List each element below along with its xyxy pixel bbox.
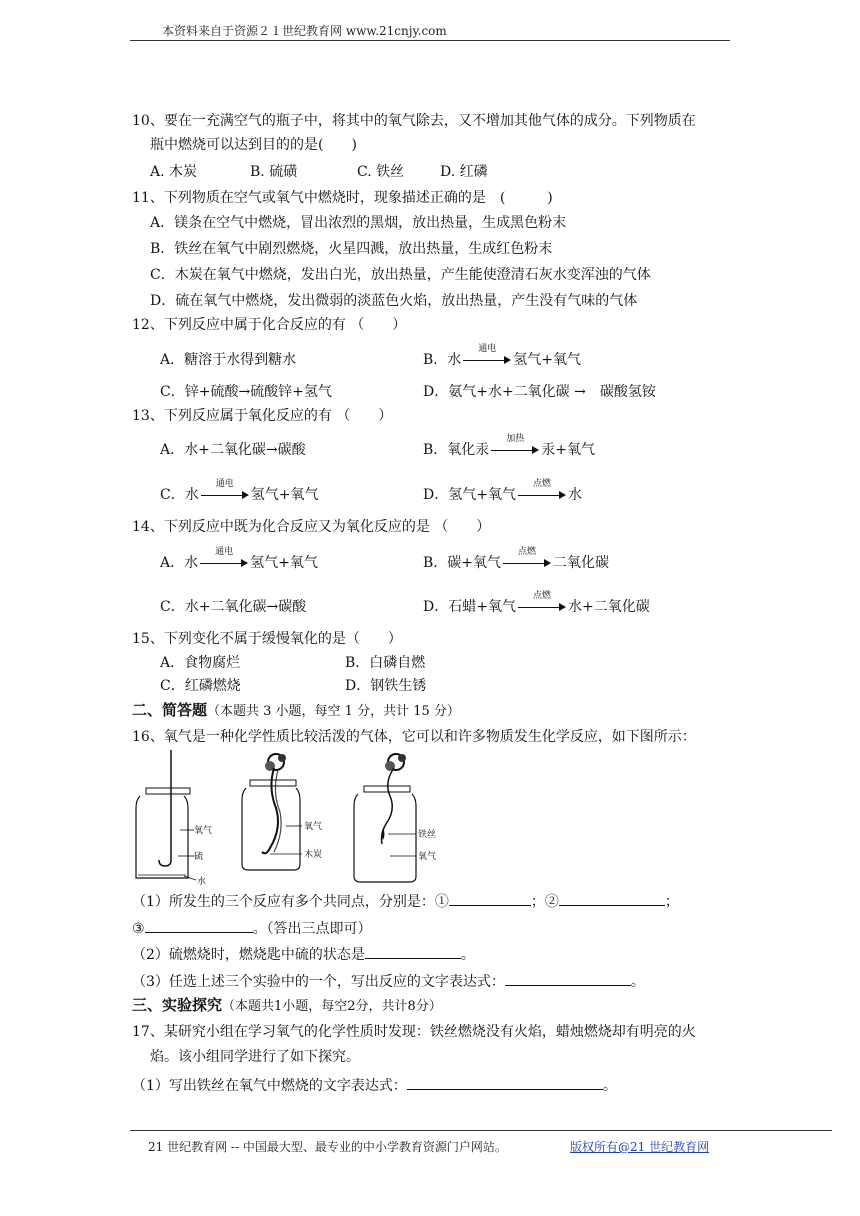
q17-blank-1[interactable] — [407, 1075, 603, 1090]
q14-option-a-product: 氢气+氧气 — [250, 555, 318, 571]
q16-blank-3[interactable] — [145, 918, 253, 933]
q13-option-c-reactant: C．水 — [160, 487, 199, 503]
q10-option-c: C. 铁丝 — [357, 164, 405, 180]
section2-heading — [132, 700, 460, 722]
q16-blank-1[interactable] — [449, 891, 531, 906]
reaction-arrow-icon — [518, 479, 566, 501]
q17-sub1-label: （1）写出铁丝在氧气中燃烧的文字表达式： — [132, 1078, 407, 1094]
section2-title: 二、简答题 — [132, 701, 208, 719]
q14-option-c: C．水+二氧化碳→碳酸 — [160, 599, 307, 615]
q12-option-a: A．糖溶于水得到糖水 — [160, 352, 297, 368]
q16-sub1-marker3: ③ — [132, 921, 145, 937]
q17-stem-line2: 焰。该小组同学进行了如下探究。 — [150, 1049, 360, 1065]
q14-option-d-condition: 点燃 — [532, 591, 551, 601]
reaction-arrow-icon — [503, 547, 551, 569]
q13-option-d-product: 水 — [567, 487, 582, 503]
q13-option-c-condition: 通电 — [215, 479, 234, 489]
figure-label-oxygen-1: 氧气 — [194, 826, 213, 836]
q16-sub1-sep2: ； — [664, 894, 679, 910]
q11-option-d: D．硫在氧气中燃烧，发出微弱的淡蓝色火焰，放出热量，产生没有气味的气体 — [150, 293, 638, 309]
q14-option-a — [160, 547, 318, 573]
q14-option-d-product: 水+二氧化碳 — [567, 599, 650, 615]
q15-stem: 15、下列变化不属于缓慢氧化的是（ ） — [132, 631, 402, 647]
q16-sub1-line2 — [132, 918, 372, 939]
q12-stem: 12、下列反应中属于化合反应的有 （ ） — [132, 317, 407, 333]
q16-sub3-label: （3）任选上述三个实验中的一个，写出反应的文字表达式： — [132, 974, 505, 990]
q13-option-b-condition: 加热 — [506, 434, 525, 444]
page-header-source: 本资料来自于资源２１世纪教育网 www.21cnjy.com — [162, 24, 447, 38]
footer-copyright-link[interactable]: 版权所有@21 世纪教育网 — [570, 1140, 710, 1154]
header-divider — [130, 40, 730, 41]
q12-option-c: C．锌+硫酸→硫酸锌+氢气 — [160, 384, 332, 400]
q12-option-b-product: 氢气+氧气 — [513, 352, 582, 368]
q16-sub1-sep1: ；② — [530, 894, 559, 910]
q16-sub1-note: 。（答出三点即可） — [252, 921, 372, 937]
q11-option-b: B．铁丝在氧气中剧烈燃烧，火星四溅，放出热量，生成红色粉末 — [150, 241, 553, 257]
q14-stem: 14、下列反应中既为化合反应又为氧化反应的是 （ ） — [132, 519, 491, 535]
section3-title: 三、实验探究 — [132, 996, 223, 1014]
q13-option-a: A．水+二氧化碳→碳酸 — [160, 442, 306, 458]
q14-option-b — [423, 547, 610, 573]
q14-option-d-reactant: D．石蜡+氧气 — [423, 599, 516, 615]
q10-stem-line1: 10、要在一充满空气的瓶子中，将其中的氧气除去，又不增加其他气体的成分。下列物质在 — [132, 113, 696, 129]
footer-divider — [130, 1130, 832, 1131]
q16-sub3 — [132, 971, 645, 992]
q15-option-c: C．红磷燃烧 — [160, 678, 241, 694]
jar-sulfur — [136, 750, 212, 887]
figure-label-charcoal: 木炭 — [304, 850, 323, 860]
q14-option-b-reactant: B．碳+氧气 — [423, 555, 502, 571]
q14-option-a-reactant: A．水 — [160, 555, 199, 571]
q16-sub1-line1 — [132, 891, 679, 912]
section3-heading — [132, 995, 442, 1017]
q14-option-a-condition: 通电 — [215, 547, 234, 557]
figure-label-oxygen-2: 氧气 — [304, 822, 323, 832]
footer-text: 21 世纪教育网 -- 中国最大型、最专业的中小学教育资源门户网站。 — [148, 1140, 507, 1154]
q16-blank-4[interactable] — [365, 944, 461, 959]
figure-label-iron-wire: 铁丝 — [418, 830, 437, 840]
q10-option-b: B. 硫磺 — [250, 164, 298, 180]
q17-stem-line1: 17、某研究小组在学习氧气的化学性质时发现：铁丝燃烧没有火焰，蜡烛燃烧却有明亮的火 — [132, 1024, 696, 1040]
q13-option-b-product: 汞+氧气 — [541, 442, 596, 458]
q16-sub2 — [132, 944, 475, 965]
q13-stem: 13、下列反应属于氧化反应的有 （ ） — [132, 408, 393, 424]
q16-sub2-end: 。 — [460, 947, 475, 963]
q14-option-b-condition: 点燃 — [518, 547, 537, 557]
q10-option-d: D. 红磷 — [440, 164, 488, 180]
q10-stem-line2: 瓶中燃烧可以达到目的的是( ) — [150, 137, 357, 153]
q16-blank-5[interactable] — [505, 971, 631, 986]
q16-sub3-end: 。 — [630, 974, 645, 990]
q14-option-b-product: 二氧化碳 — [553, 555, 610, 571]
section2-note: （本题共 3 小题，每空 1 分，共计 15 分） — [207, 704, 460, 719]
reaction-arrow-icon — [518, 591, 566, 613]
q13-option-d-reactant: D．氢气+氧气 — [423, 487, 516, 503]
q13-option-c-product: 氢气+氧气 — [250, 487, 319, 503]
q10-option-a: A. 木炭 — [150, 164, 198, 180]
q11-option-a: A．镁条在空气中燃烧，冒出浓烈的黑烟，放出热量，生成黑色粉末 — [150, 215, 567, 231]
q15-option-d: D．钢铁生锈 — [345, 678, 427, 694]
q16-sub1-label: （1）所发生的三个反应有多个共同点，分别是：① — [132, 894, 449, 910]
q12-option-b-condition: 通电 — [478, 344, 497, 354]
q16-sub2-label: （2）硫燃烧时，燃烧匙中硫的状态是 — [132, 947, 365, 963]
q15-option-b: B．白磷自燃 — [345, 655, 426, 671]
section3-note: （本题共1小题，每空2分，共计8分） — [222, 999, 442, 1014]
jar-iron-wire — [354, 754, 436, 882]
q15-option-a: A．食物腐烂 — [160, 655, 241, 671]
q12-option-d: D．氨气+水+二氧化碳 → 碳酸氢铵 — [423, 384, 656, 400]
q13-option-b — [423, 434, 596, 460]
q17-sub1-end: 。 — [602, 1078, 617, 1094]
figure-label-water: 水 — [197, 877, 207, 887]
q16-blank-2[interactable] — [559, 891, 665, 906]
q12-option-b — [423, 344, 582, 370]
q11-option-c: C．木炭在氧气中燃烧，发出白光，放出热量，产生能使澄清石灰水变浑浊的气体 — [150, 267, 651, 283]
oxygen-experiments-figure — [128, 748, 448, 890]
reaction-arrow-icon — [201, 479, 249, 501]
q14-option-d — [423, 591, 650, 617]
q11-stem: 11、下列物质在空气或氧气中燃烧时，现象描述正确的是 ( ) — [132, 190, 553, 206]
figure-label-sulfur: 硫 — [194, 852, 204, 862]
q13-option-d — [423, 479, 582, 505]
q13-option-b-reactant: B．氧化汞 — [423, 442, 490, 458]
q13-option-c — [160, 479, 319, 505]
q13-option-d-condition: 点燃 — [532, 479, 551, 489]
q12-option-b-reactant: B．水 — [423, 352, 462, 368]
q17-sub1 — [132, 1075, 617, 1096]
jar-charcoal — [242, 754, 322, 870]
figure-label-oxygen-3: 氧气 — [418, 852, 437, 862]
reaction-arrow-icon — [200, 547, 248, 569]
reaction-arrow-icon — [491, 434, 539, 456]
q16-stem: 16、氧气是一种化学性质比较活泼的气体，它可以和许多物质发生化学反应，如下图所示： — [132, 729, 696, 745]
reaction-arrow-icon — [463, 344, 511, 366]
